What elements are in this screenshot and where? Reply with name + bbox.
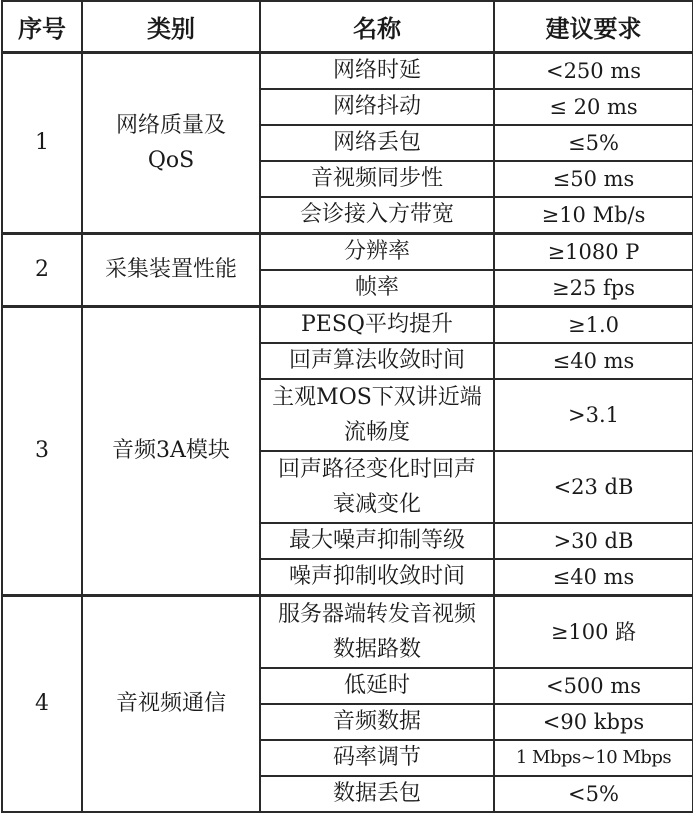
item-requirement: <250 ms (494, 53, 693, 90)
table-row (2, 53, 693, 90)
item-name: 最大噪声抑制等级 (260, 523, 494, 559)
header-name: 名称 (260, 1, 494, 53)
table-row (2, 307, 693, 344)
item-requirement: <500 ms (494, 668, 693, 704)
item-name: 网络抖动 (260, 89, 494, 125)
item-name: 噪声抑制收敛时间 (260, 559, 494, 596)
item-requirement: ≥10 Mb/s (494, 197, 693, 234)
item-name: 低延时 (260, 668, 494, 704)
requirements-table (1, 0, 693, 813)
header-category: 类别 (82, 1, 260, 53)
item-requirement: <23 dB (494, 451, 693, 523)
item-name: 数据丢包 (260, 776, 494, 812)
table-row (2, 234, 693, 271)
item-requirement: ≤5% (494, 125, 693, 161)
item-name: PESQ平均提升 (260, 307, 494, 344)
item-requirement: ≤40 ms (494, 559, 693, 596)
item-requirement: ≤ 20 ms (494, 89, 693, 125)
group-category: 音频3A模块 (82, 307, 260, 596)
group-category: 音视频通信 (82, 596, 260, 813)
item-requirement: ≥1.0 (494, 307, 693, 344)
item-name: 帧率 (260, 270, 494, 307)
item-requirement: >30 dB (494, 523, 693, 559)
item-name: 会诊接入方带宽 (260, 197, 494, 234)
group-number: 2 (2, 234, 82, 307)
item-name: 网络丢包 (260, 125, 494, 161)
header-requirement: 建议要求 (494, 1, 693, 53)
item-requirement: ≥100 路 (494, 596, 693, 669)
item-name: 主观MOS下双讲近端流畅度 (260, 379, 494, 451)
table-row (2, 596, 693, 669)
group-number: 4 (2, 596, 82, 813)
item-name: 音视频同步性 (260, 161, 494, 197)
item-requirement: ≤50 ms (494, 161, 693, 197)
group-category: 采集装置性能 (82, 234, 260, 307)
item-name: 分辨率 (260, 234, 494, 271)
item-name: 回声算法收敛时间 (260, 343, 494, 379)
header-row (2, 1, 693, 53)
group-number: 1 (2, 53, 82, 234)
item-requirement: 1 Mbps~10 Mbps (494, 740, 693, 776)
item-requirement: ≤40 ms (494, 343, 693, 379)
group-category: 网络质量及QoS (82, 53, 260, 234)
item-requirement: ≥1080 P (494, 234, 693, 271)
item-name: 音频数据 (260, 704, 494, 740)
item-requirement: <90 kbps (494, 704, 693, 740)
item-name: 回声路径变化时回声衰减变化 (260, 451, 494, 523)
group-number: 3 (2, 307, 82, 596)
item-requirement: >3.1 (494, 379, 693, 451)
item-name: 服务器端转发音视频数据路数 (260, 596, 494, 669)
header-no: 序号 (2, 1, 82, 53)
item-name: 码率调节 (260, 740, 494, 776)
item-requirement: <5% (494, 776, 693, 812)
item-name: 网络时延 (260, 53, 494, 90)
item-requirement: ≥25 fps (494, 270, 693, 307)
